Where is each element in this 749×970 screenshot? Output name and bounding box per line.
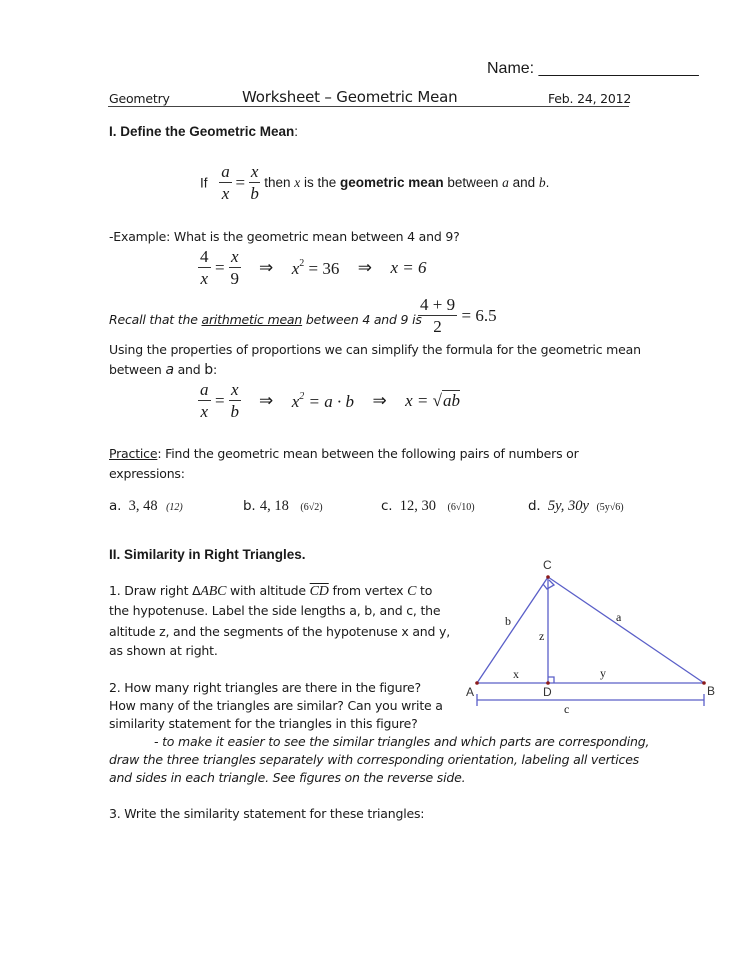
implies-arrow: ⇒ (259, 391, 274, 410)
recall-arithmetic-mean: Recall that the arithmetic mean between 4 and 9 is (109, 312, 422, 327)
q1-line1: 1. Draw right ΔABC with altitude $\overline{CD}$ from vertex C to (109, 583, 433, 599)
q3-text: 3. Write the similarity statement for these triangles: (109, 806, 425, 821)
properties-line2: between a and b: (109, 362, 217, 378)
geometric-mean-definition: If $\frac{a}{x}$ = $\frac{x}{b}$ then x is the geometric mean between a and b. (200, 162, 550, 203)
q2-line2: How many of the triangles are similar? Can you write a (109, 698, 443, 713)
practice-item-b: b. 4, 18 (6√2) (243, 498, 323, 514)
side-label-z: z (539, 629, 545, 643)
name-label: Name: (487, 60, 539, 77)
side-label-c: c (564, 702, 570, 716)
side-label-a: a (616, 610, 622, 624)
formula-equation: $\frac{a}{x}$ = $\frac{x}{b}$ ⇒ $x^2 = a \cdot b$ ⇒ x = √ab (200, 380, 460, 421)
q1-line4: as shown at right. (109, 643, 218, 658)
example-equation: $\frac{4}{x}$ = $\frac{x}{9}$ ⇒ $x^2 = 36$ ⇒ x = 6 (200, 247, 427, 288)
side-a-line (548, 577, 704, 683)
implies-arrow: ⇒ (357, 258, 373, 277)
q1-line3: altitude z, and the segments of the hypotenuse x and y, (109, 624, 450, 639)
q2-line1: 2. How many right triangles are there in the figure? (109, 680, 421, 695)
point-a (475, 681, 479, 685)
point-c (546, 575, 550, 579)
practice-item-a: a. 3, 48 (12) (109, 498, 183, 514)
side-label-b: b (505, 614, 511, 628)
section2-heading: II. Similarity in Right Triangles. (109, 547, 306, 562)
q2-hint-line2: draw the three triangles separately with corresponding orientation, labeling all vertices (109, 752, 639, 767)
practice-intro-line2: expressions: (109, 466, 185, 481)
vertex-label-c: C (543, 558, 552, 572)
side-label-x: x (513, 667, 519, 681)
course-label: Geometry (109, 91, 170, 106)
implies-arrow: ⇒ (372, 391, 387, 410)
practice-intro: Practice: Find the geometric mean between the following pairs of numbers or (109, 446, 579, 461)
fraction-x-over-b: $\frac{x}{b}$ (250, 162, 259, 203)
example-question: -Example: What is the geometric mean between 4 and 9? (109, 229, 460, 244)
implies-arrow: ⇒ (259, 258, 274, 277)
date-label: Feb. 24, 2012 (548, 91, 632, 106)
fraction-a-over-x: $\frac{a}{x}$ (221, 162, 230, 203)
practice-item-c: c. 12, 30 (6√10) (381, 498, 475, 514)
properties-line1: Using the properties of proportions we can simplify the formula for the geometric mean (109, 342, 641, 357)
q1-line2: the hypotenuse. Label the side lengths a, b, and c, the (109, 603, 441, 618)
q2-hint-line3: and sides in each triangle. See figures on the reverse side. (109, 770, 466, 785)
vertex-label-d: D (543, 685, 552, 699)
vertex-label-b: B (707, 684, 716, 698)
section1-heading: I. Define the Geometric Mean: (109, 124, 299, 139)
worksheet-title: Worksheet – Geometric Mean (242, 88, 458, 106)
name-blank: __________________ (538, 60, 699, 77)
side-label-y: y (600, 666, 606, 680)
q2-line3: similarity statement for the triangles in this figure? (109, 716, 418, 731)
q2-hint-line1: - to make it easier to see the similar triangles and which parts are corresponding, (154, 734, 650, 749)
practice-item-d: d. 5y, 30y (5y√6) (528, 498, 624, 514)
arithmetic-mean-fraction: $\frac{4 + 9}{2}$ = 6.5 (420, 295, 497, 336)
vertex-label-a: A (466, 685, 475, 699)
point-b (702, 681, 706, 685)
